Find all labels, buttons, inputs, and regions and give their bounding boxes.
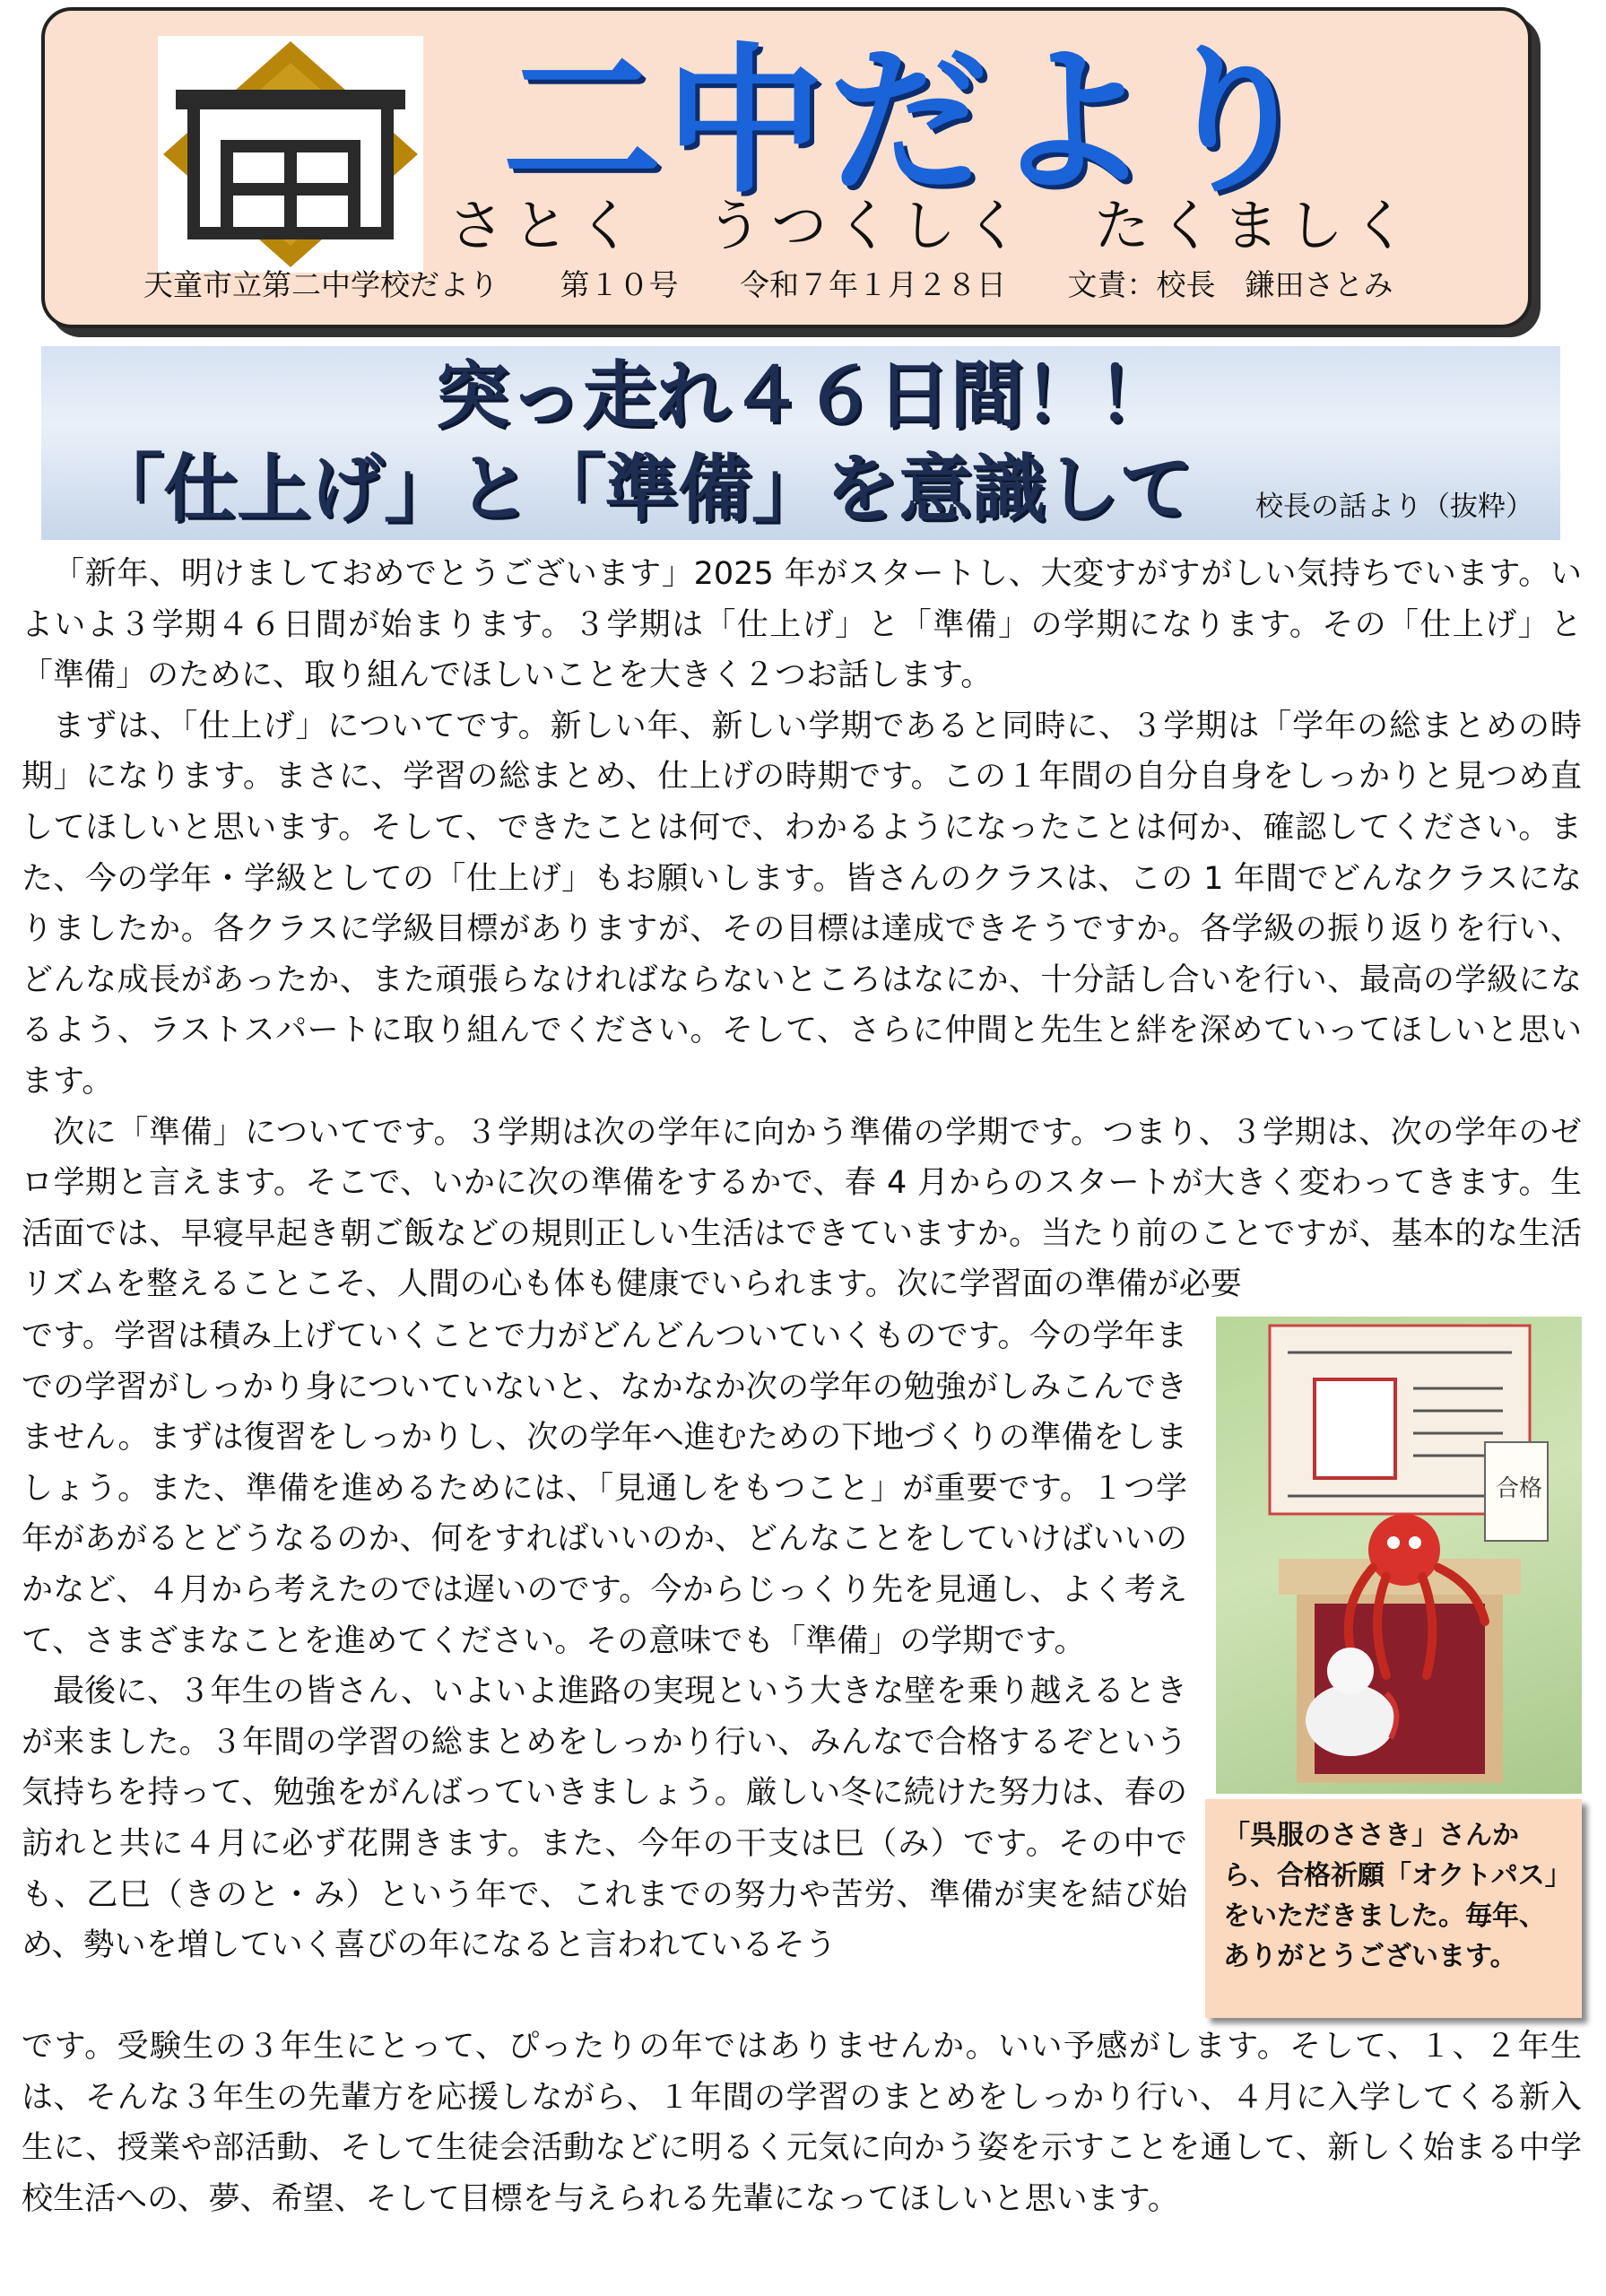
paragraph-4: 最後に、３年生の皆さん、いよいよ進路の実現という大きな壁を乗り越えるときが来ました。３年間の学習の総まとめをしっかり行い、みんなで合格するぞという気持ちを持って、勉強をがんばっていきましょう。厳しい冬に続けた努力は、春の訪れと共に４月に必ず花開きます。また、今年の干支は巳（み）です。その中でも、乙巳（きのと・み）という年で、これまでの努力や苦労、準備が実を結び始め、勢いを増していく喜びの年になると言われているそう [22,1674,1187,1964]
school-emblem-logo [158,36,423,273]
paragraph-4-continued: です。受験生の３年生にとって、ぴったりの年ではありませんか。いい予感がします。そして、１、２年生は、そんな３年生の先輩方を応援しながら、１年間の学習のまとめをしっかり行い、４月に入学してくる新入生に、授業や部活動、そして生徒会活動などに明るく元気に向かう姿を示すことを通して、新しく始まる中学校生活への、夢、希望、そして目標を与えられる先輩になってほしいと思います。 [22,2029,1582,2217]
issue-date: 令和７年１月２８日 [740,267,1006,302]
publisher: 天童市立第二中学校だより [143,267,499,302]
paragraph-2: まずは、「仕上げ」についてです。新しい年、新しい学期であると同時に、３学期は「学年の総まとめの時期」になります。まさに、学習の総まとめ、仕上げの時期です。この１年間の自分自身をしっかりと見つめ直してほしいと思います。そして、できたことは何で、わかるようになったことは何か、確認してください。また、今の学年・学級としての「仕上げ」もお願いします。皆さんのクラスは、この 1 年間でどんなクラスになりましたか。各クラスに学級目標がありますが、その目標は達成できそうですか。各学級の振り返りを行い、どんな成長があったか、また頑張らなければならないところはなにか、十分話し合いを行い、最高の学級になるよう、ラストスパートに取り組んでください。そして、さらに仲間と先生と絆を深めていってほしいと思います。 [22,708,1582,1100]
school-motto: さとく うつくしく たくましく [448,193,1418,258]
paragraph-3: 次に「準備」についてです。３学期は次の学年に向かう準備の学期です。つまり、３学期は、次の学年のゼロ学期と言えます。そこで、いかに次の準備をするかで、春 4 月からのスタートが大きく変わってきます。生活面では、早寝早起き朝ご飯などの規則正しい生活はできていますか。当たり前のことですが、基本的な生活リズムを整えることこそ、人間の心も体も健康でいられます。次に学習面の準備が必要 [22,1114,1582,1303]
paragraph-3-continued: です。学習は積み上げていくことで力がどんどんついていくものです。今の学年までの学習がしっかり身についていないと、なかなか次の学年の勉強がしみこんできません。まずは復習をしっかりし、次の学年へ進むための下地づくりの準備をしましょう。また、準備を進めるためには、「見通しをもつこと」が重要です。１つ学年があがるとどうなるのか、何をすればいいのか、どんなことをしていけばいいのかなど、４月から考えたのでは遅いのです。今からじっくり先を見通し、よく考えて、さまざまなことを進めてください。その意味でも「準備」の学期です。 [22,1318,1187,1659]
headline-line-2: 「仕上げ」と「準備」を意識して [90,447,1194,532]
emblem-graphic [158,36,423,273]
headline-line-1: 突っ走れ４６日間！！ [435,353,1171,439]
paragraph-1: 「新年、明けましておめでとうございます」2025 年がスタートし、大変すがすがしい気持ちでいます。いよいよ３学期４６日間が始まります。３学期は「仕上げ」と「準備」の学期になります。その「仕上げ」と「準備」のために、取り組んでほしいことを大きく２つお話します。 [22,556,1582,694]
article-body-bottom [22,2022,1582,2224]
masthead-title: 二中だより [502,29,1318,214]
photo-caption: 「呉服のささき」さんから、合格祈願「オクトパス」をいただきました。毎年、ありがとうございます。 [1205,1799,1582,2018]
article-body-top [22,549,1582,1310]
article-body-middle [22,1311,1187,1971]
editor-credit: 文責：校長 鎌田さとみ [1067,267,1393,302]
photo-illustration [1216,1317,1582,1794]
octopus-gift-photo [1216,1317,1582,1794]
issue-info [143,264,1506,307]
headline-source-note: 校長の話より（抜粋） [1255,491,1533,523]
issue-number: 第１０号 [560,267,679,302]
gokaku-sign: 合格 [1496,1475,1543,1502]
